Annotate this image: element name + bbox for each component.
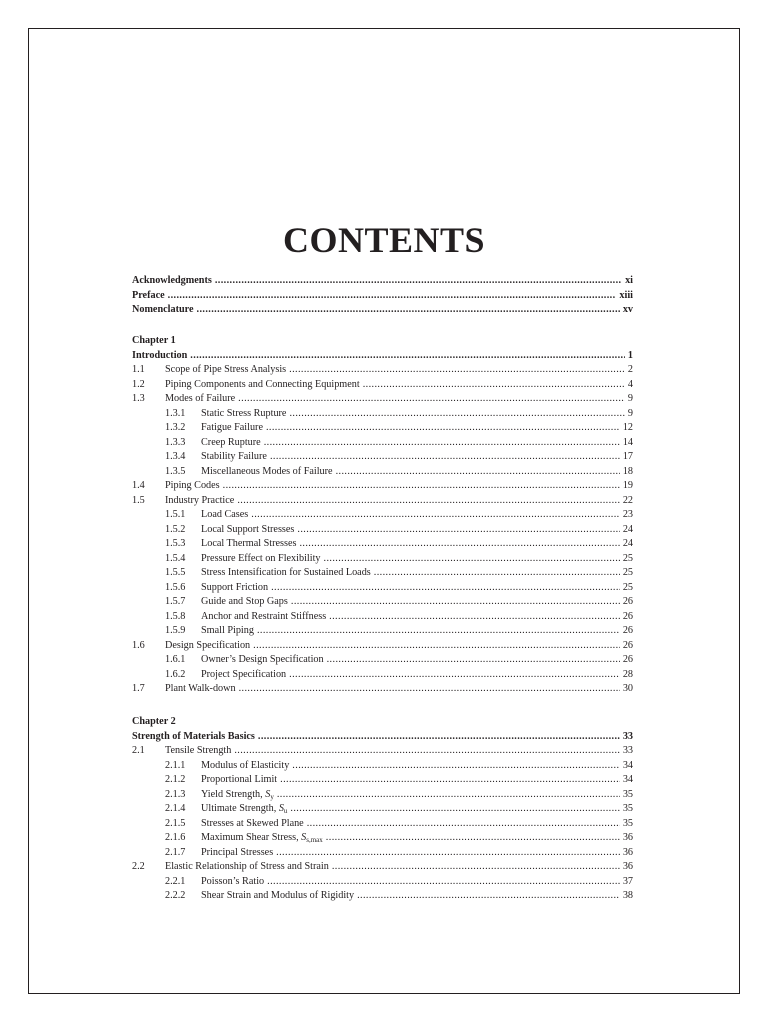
toc-entry[interactable] bbox=[132, 817, 633, 832]
toc-entry-text: Creep Rupture bbox=[201, 436, 261, 448]
toc-entry[interactable] bbox=[132, 802, 633, 817]
toc-section-number: 1.5.3 bbox=[165, 538, 186, 549]
dot-leader bbox=[289, 668, 620, 683]
toc-entry[interactable] bbox=[132, 465, 633, 480]
dot-leader bbox=[297, 523, 619, 538]
math-subscript: s,max bbox=[306, 836, 323, 844]
toc-entry-title bbox=[165, 860, 329, 875]
toc-entry-text: Miscellaneous Modes of Failure bbox=[201, 465, 333, 477]
toc-entry-title bbox=[201, 875, 264, 890]
toc-entry-text: Small Piping bbox=[201, 625, 254, 636]
toc-entry-title bbox=[201, 802, 287, 817]
toc-page-number: 4 bbox=[627, 378, 633, 390]
math-symbol: S bbox=[301, 832, 307, 843]
toc-entry-title bbox=[201, 759, 289, 774]
toc-entry-title bbox=[201, 566, 371, 581]
toc-page-number: 19 bbox=[622, 480, 633, 491]
toc-entry[interactable] bbox=[132, 537, 633, 552]
chapter-1-section bbox=[132, 334, 633, 697]
toc-entry-title bbox=[201, 653, 324, 668]
chapter-label: Chapter 2 bbox=[132, 716, 176, 727]
toc-page-number: 26 bbox=[622, 639, 633, 651]
toc-entry-title bbox=[201, 465, 333, 480]
chapter-2-entries bbox=[132, 744, 633, 904]
toc-entry[interactable] bbox=[132, 363, 633, 378]
toc-entry[interactable] bbox=[132, 595, 633, 610]
dot-leader bbox=[264, 436, 620, 451]
toc-entry-title bbox=[201, 421, 263, 436]
toc-entry[interactable] bbox=[132, 889, 633, 904]
toc-entry-text: Anchor and Restraint Stiffness bbox=[201, 610, 327, 622]
toc-page-number: 17 bbox=[622, 451, 633, 462]
toc-entry-nomenclature[interactable] bbox=[132, 303, 633, 318]
toc-entry[interactable] bbox=[132, 788, 633, 803]
toc-page-number: 24 bbox=[622, 538, 633, 549]
toc-entry-text: Scope of Pipe Stress Analysis bbox=[165, 364, 287, 375]
dot-leader bbox=[251, 508, 620, 523]
toc-entry-title bbox=[201, 817, 304, 832]
dot-leader bbox=[290, 802, 619, 817]
toc-entry-title bbox=[201, 624, 254, 639]
chapter-heading[interactable] bbox=[132, 730, 633, 745]
toc-entry-title bbox=[201, 610, 326, 625]
toc-entry[interactable] bbox=[132, 624, 633, 639]
toc-entry-title: Introduction bbox=[132, 349, 188, 361]
toc-entry-text: Project Specification bbox=[201, 668, 287, 680]
dot-leader bbox=[307, 817, 620, 832]
toc-entry[interactable] bbox=[132, 668, 633, 683]
toc-entry-title bbox=[165, 363, 286, 378]
toc-entry[interactable] bbox=[132, 494, 633, 509]
toc-entry[interactable] bbox=[132, 450, 633, 465]
dot-leader bbox=[277, 788, 620, 803]
toc-section-number: 1.5.5 bbox=[165, 567, 186, 578]
toc-entry-text: Guide and Stop Gaps bbox=[201, 596, 288, 607]
toc-page-number: 28 bbox=[622, 668, 633, 680]
toc-section-number: 1.6 bbox=[132, 639, 145, 651]
dot-leader bbox=[223, 479, 620, 494]
toc-entry[interactable] bbox=[132, 581, 633, 596]
dot-leader bbox=[363, 378, 625, 393]
toc-section-number: 2.2.2 bbox=[165, 890, 186, 901]
dot-leader bbox=[239, 682, 620, 697]
dot-leader bbox=[326, 831, 620, 846]
dot-leader bbox=[257, 624, 620, 639]
toc-entry-title bbox=[165, 744, 231, 759]
toc-section-number: 1.5.1 bbox=[165, 509, 186, 520]
toc-entry-text: Shear Strain and Modulus of Rigidity bbox=[201, 890, 355, 901]
toc-page-number: 25 bbox=[622, 581, 633, 593]
toc-entry-text: Fatigue Failure bbox=[201, 422, 263, 433]
toc-entry[interactable] bbox=[132, 421, 633, 436]
toc-section-number: 1.2 bbox=[132, 378, 145, 390]
toc-page-number: 35 bbox=[622, 817, 633, 829]
toc-section-number: 1.3.1 bbox=[165, 407, 186, 419]
toc-entry-text: Design Specification bbox=[165, 639, 251, 651]
toc-page-number: 2 bbox=[627, 364, 633, 375]
toc-section-number: 1.7 bbox=[132, 683, 145, 694]
toc-page-number: 22 bbox=[622, 494, 633, 506]
dot-leader bbox=[291, 595, 620, 610]
dot-leader bbox=[238, 392, 625, 407]
toc-entry-title bbox=[201, 436, 261, 451]
toc-entry-text: Piping Components and Connecting Equipment bbox=[165, 378, 360, 390]
toc-entry-text: Support Friction bbox=[201, 581, 269, 593]
toc-entry[interactable] bbox=[132, 759, 633, 774]
toc-page-number: 26 bbox=[622, 654, 633, 665]
toc-section-number: 2.1.4 bbox=[165, 803, 186, 814]
page-title: CONTENTS bbox=[282, 220, 486, 260]
toc-page-number: 18 bbox=[622, 465, 633, 477]
toc-section-number: 1.3 bbox=[132, 393, 145, 404]
dot-leader bbox=[329, 610, 620, 625]
toc-section-number: 1.3.3 bbox=[165, 436, 186, 448]
toc-entry-title: Nomenclature bbox=[132, 304, 194, 315]
toc-page-number: 34 bbox=[622, 774, 633, 785]
toc-entry-title bbox=[201, 508, 248, 523]
math-symbol: S bbox=[278, 803, 284, 814]
toc-page-number: 34 bbox=[622, 759, 633, 771]
toc-entry-title bbox=[165, 494, 234, 509]
toc-section-number: 1.5.6 bbox=[165, 581, 186, 593]
toc-entry-title bbox=[201, 523, 294, 538]
toc-entry[interactable] bbox=[132, 744, 633, 759]
math-subscript: y bbox=[270, 792, 274, 801]
math-subscript: u bbox=[283, 807, 288, 815]
dot-leader bbox=[234, 744, 619, 759]
toc-section-number: 2.1.3 bbox=[165, 788, 186, 800]
toc-entry[interactable] bbox=[132, 508, 633, 523]
toc-page-number: 25 bbox=[622, 552, 633, 564]
toc-entry[interactable] bbox=[132, 860, 633, 875]
toc-section-number: 1.4 bbox=[132, 480, 145, 491]
dot-leader bbox=[197, 303, 620, 318]
dot-leader bbox=[336, 465, 620, 480]
toc-page-number: 23 bbox=[622, 509, 633, 520]
toc-page-number: 35 bbox=[622, 803, 633, 814]
dot-leader bbox=[374, 566, 620, 581]
toc-page-number: 24 bbox=[622, 523, 633, 535]
toc-section-number: 1.5.8 bbox=[165, 610, 186, 622]
dot-leader bbox=[332, 860, 620, 875]
toc-section-number: 2.2.1 bbox=[165, 875, 186, 887]
toc-section-number: 1.5.7 bbox=[165, 596, 186, 607]
dot-leader bbox=[276, 846, 620, 861]
toc-page-number: 33 bbox=[622, 745, 633, 756]
toc-entry-title bbox=[201, 668, 286, 683]
dot-leader bbox=[237, 494, 620, 509]
dot-leader bbox=[190, 349, 625, 364]
toc-entry-preface[interactable] bbox=[132, 289, 633, 304]
toc-entry-title bbox=[165, 639, 250, 654]
toc-entry[interactable] bbox=[132, 610, 633, 625]
toc-entry[interactable] bbox=[132, 436, 633, 451]
toc-entry-text: Elastic Relationship of Stress and Strain bbox=[165, 861, 329, 872]
toc-entry[interactable] bbox=[132, 846, 633, 861]
dot-leader bbox=[266, 421, 620, 436]
toc-entry-text: Poisson’s Ratio bbox=[201, 875, 265, 887]
toc-section-number: 1.5.9 bbox=[165, 625, 186, 636]
toc-page-number: 26 bbox=[622, 625, 633, 636]
toc-entry-text: Stability Failure bbox=[201, 451, 267, 462]
toc-page-number: 9 bbox=[627, 407, 633, 419]
toc-page-number: xv bbox=[622, 304, 633, 315]
toc-section-number: 1.5.4 bbox=[165, 552, 186, 564]
toc-section-number: 2.1 bbox=[132, 745, 145, 756]
toc-section-number: 2.1.7 bbox=[165, 846, 186, 858]
chapter-2-section bbox=[132, 715, 633, 904]
toc-entry[interactable] bbox=[132, 639, 633, 654]
toc-page-number: xiii bbox=[619, 289, 633, 301]
dot-leader bbox=[357, 889, 620, 904]
toc-entry[interactable] bbox=[132, 653, 633, 668]
toc-page-number: 14 bbox=[622, 436, 633, 448]
dot-leader bbox=[270, 450, 620, 465]
toc-entry[interactable] bbox=[132, 566, 633, 581]
dot-leader bbox=[292, 759, 620, 774]
toc-entry-title bbox=[201, 773, 277, 788]
dot-leader bbox=[289, 407, 624, 422]
toc-entry-text: Static Stress Rupture bbox=[201, 407, 287, 419]
toc-entry-title bbox=[165, 479, 220, 494]
toc-entry-acknowledgments[interactable] bbox=[132, 274, 633, 289]
dot-leader bbox=[324, 552, 620, 567]
toc-entry-text: Load Cases bbox=[201, 509, 249, 520]
toc-entry-text: Proportional Limit bbox=[201, 774, 278, 785]
toc-entry-title bbox=[201, 537, 296, 552]
toc-page-number: 38 bbox=[622, 890, 633, 901]
toc-page-number: 26 bbox=[622, 610, 633, 622]
toc-section-number: 1.6.2 bbox=[165, 668, 186, 680]
dot-leader bbox=[327, 653, 620, 668]
toc-section-number: 2.1.6 bbox=[165, 832, 186, 843]
toc-page-number: 1 bbox=[627, 349, 633, 361]
toc-page-number: 36 bbox=[622, 832, 633, 843]
toc-section-number: 1.1 bbox=[132, 364, 145, 375]
toc-page-number: 26 bbox=[622, 596, 633, 607]
toc-entry-title bbox=[201, 831, 323, 846]
toc-entry-text: Piping Codes bbox=[165, 480, 220, 491]
toc-entry-text: Principal Stresses bbox=[201, 846, 274, 858]
toc-page-number: 36 bbox=[622, 861, 633, 872]
toc-entry-title bbox=[165, 378, 360, 393]
toc-entry-text: Owner’s Design Specification bbox=[201, 654, 324, 665]
toc-entry[interactable] bbox=[132, 682, 633, 697]
toc-entry-text: Ultimate Strength, bbox=[201, 803, 279, 814]
dot-leader bbox=[299, 537, 619, 552]
toc-entry-title bbox=[201, 846, 273, 861]
toc-entry[interactable] bbox=[132, 479, 633, 494]
toc-entry-text: Modulus of Elasticity bbox=[201, 759, 290, 771]
toc-entry-title: Acknowledgments bbox=[132, 275, 212, 286]
toc-section-number: 2.2 bbox=[132, 861, 145, 872]
toc-page-number: 35 bbox=[622, 788, 633, 800]
toc-entry-title bbox=[201, 552, 321, 567]
toc-page-number: 12 bbox=[622, 422, 633, 433]
toc-page-number: 25 bbox=[622, 567, 633, 578]
chapter-heading[interactable] bbox=[132, 349, 633, 364]
toc-entry[interactable] bbox=[132, 831, 633, 846]
toc-section-number: 1.3.2 bbox=[165, 422, 186, 433]
toc-entry[interactable] bbox=[132, 552, 633, 567]
toc-page-number: 36 bbox=[622, 846, 633, 858]
toc-entry-title bbox=[201, 407, 286, 422]
toc-section-number: 2.1.1 bbox=[165, 759, 186, 771]
toc-entry[interactable] bbox=[132, 378, 633, 393]
toc-page-number: 37 bbox=[622, 875, 633, 887]
toc-entry[interactable] bbox=[132, 392, 633, 407]
toc-entry-title: Strength of Materials Basics bbox=[132, 730, 255, 742]
toc-entry-title bbox=[201, 581, 268, 596]
dot-leader bbox=[280, 773, 620, 788]
toc-page-number: 30 bbox=[622, 683, 633, 694]
toc-entry[interactable] bbox=[132, 875, 633, 890]
dot-leader bbox=[267, 875, 620, 890]
toc-section-number: 1.6.1 bbox=[165, 654, 186, 665]
toc-entry-title bbox=[165, 392, 235, 407]
dot-leader bbox=[289, 363, 625, 378]
toc-section-number: 2.1.5 bbox=[165, 817, 186, 829]
toc-entry-title bbox=[201, 450, 267, 465]
toc-entry-text: Local Thermal Stresses bbox=[201, 538, 297, 549]
toc-entry-text: Stress Intensification for Sustained Loads bbox=[201, 567, 371, 578]
toc-entry-text: Plant Walk-down bbox=[165, 683, 236, 694]
toc-entry[interactable] bbox=[132, 407, 633, 422]
toc-page-number: 33 bbox=[622, 730, 633, 742]
toc-section-number: 2.1.2 bbox=[165, 774, 186, 785]
toc-entry[interactable] bbox=[132, 523, 633, 538]
toc-entry-text: Stresses at Skewed Plane bbox=[201, 817, 304, 829]
front-matter-list bbox=[132, 274, 633, 318]
toc-section-number: 1.3.5 bbox=[165, 465, 186, 477]
toc-page-number: 9 bbox=[627, 393, 633, 404]
toc-section-number: 1.5 bbox=[132, 494, 145, 506]
toc-entry-title: Preface bbox=[132, 289, 165, 301]
toc-entry-title bbox=[201, 595, 288, 610]
toc-entry-text: Pressure Effect on Flexibility bbox=[201, 552, 321, 564]
toc-section-number: 1.5.2 bbox=[165, 523, 186, 535]
toc-page-number: xi bbox=[625, 275, 633, 286]
toc-entry-title bbox=[201, 788, 274, 803]
toc-entry-title bbox=[201, 889, 354, 904]
toc-entry-title bbox=[165, 682, 236, 697]
dot-leader bbox=[215, 274, 622, 289]
chapter-label: Chapter 1 bbox=[132, 335, 176, 346]
toc-entry[interactable] bbox=[132, 773, 633, 788]
dot-leader bbox=[168, 289, 617, 304]
chapter-1-entries bbox=[132, 363, 633, 697]
toc-entry-text: Tensile Strength bbox=[165, 745, 232, 756]
dot-leader bbox=[253, 639, 620, 654]
dot-leader bbox=[258, 730, 620, 745]
toc-entry-text: Maximum Shear Stress, bbox=[201, 832, 302, 843]
toc-entry-text: Yield Strength, bbox=[201, 788, 266, 800]
toc-section-number: 1.3.4 bbox=[165, 451, 186, 462]
toc-entry-text: Local Support Stresses bbox=[201, 523, 295, 535]
math-symbol: S bbox=[265, 788, 271, 800]
dot-leader bbox=[271, 581, 620, 596]
toc-entry-text: Modes of Failure bbox=[165, 393, 236, 404]
toc-entry-text: Industry Practice bbox=[165, 494, 235, 506]
